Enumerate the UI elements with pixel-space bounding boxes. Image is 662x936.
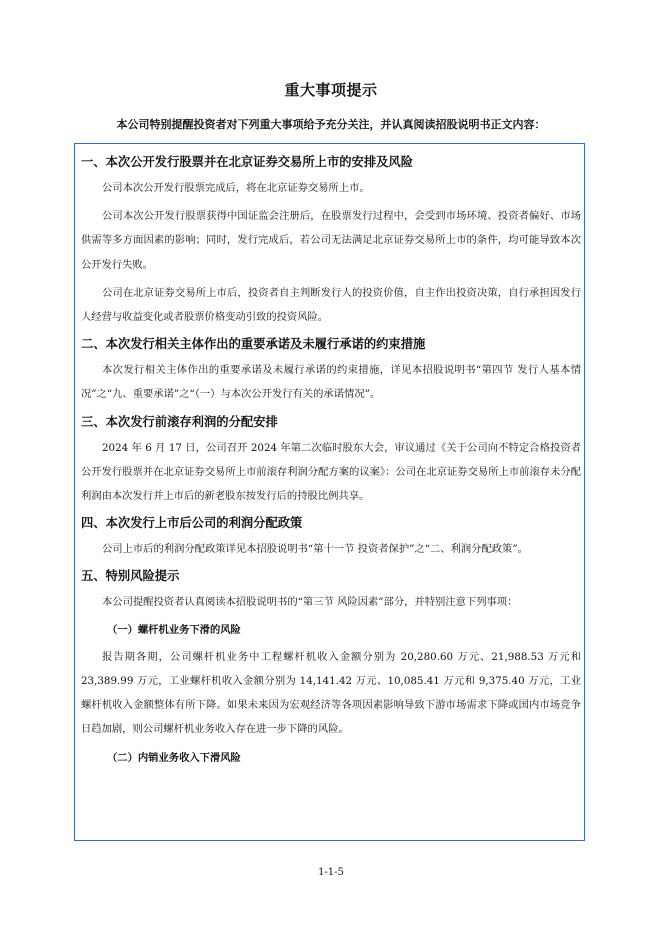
section-3-paragraph-1: 2024 年 6 月 17 日，公司召开 2024 年第二次临时股东大会，审议通过《关于公司向不特定合格投资者公开发行股票并在北京证券交易所上市前滚存利润分配方案的议案》：公司在北京证券交易所上市前滚存未分配利润由本次发行并上市后的新老股东按发行后的持股比例共享。	[81, 441, 581, 503]
section-1-paragraph-1: 公司本次公开发行股票完成后，将在北京证券交易所上市。	[102, 182, 370, 194]
section-2-heading: 二、本次发行相关主体作出的重要承诺及未履行承诺的约束措施	[81, 337, 426, 352]
section-2-paragraph-1: 本次发行相关主体作出的重要承诺及未履行承诺的约束措施，详见本招股说明书“第四节 发行人基本情况”之“九、重要承诺”之“（一）与本次公开发行有关的承诺情况”。	[81, 364, 581, 401]
risk-2-heading: （二）内销业务收入下滑风险	[107, 752, 241, 765]
risk-1-paragraph: 报告期各期，公司螺杆机业务中工程螺杆机收入金额分别为 20,280.60 万元、21,988.53 万元和 23,389.99 万元，工业螺杆机收入金额分别为 14,141.42 万元、10,085.41 万元和 9,375.40 万元，工业螺杆机收入金额整体有所下降。如果未来因为宏观经济等各项因素影响导致下游市场需求下降或国内市场竞争日趋加剧，则公司螺杆机业务收入存在进一步下降的风险。	[81, 650, 581, 736]
section-3-heading: 三、本次发行前滚存利润的分配安排	[81, 414, 278, 429]
section-5-intro: 本公司提醒投资者认真阅读本招股说明书的“第三节 风险因素”部分，并特别注意下列事项：	[102, 596, 518, 609]
highlight-box-content	[81, 150, 581, 767]
page-number: 1-1-5	[318, 867, 344, 878]
section-1-paragraph-3: 公司在北京证券交易所上市后，投资者自主判断发行人的投资价值，自主作出投资决策，自行承担因发行人经营与收益变化或者股票价格变动引致的投资风险。	[81, 286, 581, 324]
section-1-heading: 一、本次公开发行股票并在北京证券交易所上市的安排及风险	[81, 155, 414, 169]
investor-notice: 本公司特别提醒投资者对下列重大事项给予充分关注，并认真阅读招股说明书正文内容：	[116, 118, 546, 131]
risk-1-heading: （一）螺杆机业务下滑的风险	[107, 623, 241, 636]
page-title: 重大事项提示	[284, 81, 378, 99]
section-1-paragraph-2: 公司本次公开发行股票获得中国证监会注册后，在股票发行过程中，会受到市场环境、投资者偏好、市场供需等多方面因素的影响；同时，发行完成后，若公司无法满足北京证券交易所上市的条件，均可能导致本次公开发行失败。	[81, 210, 581, 271]
section-4-heading: 四、本次发行上市后公司的利润分配政策	[81, 516, 303, 531]
section-4-paragraph-1: 公司上市后的利润分配政策详见本招股说明书“第十一节 投资者保护”之“二、利润分配政策”。	[102, 543, 528, 556]
section-5-heading: 五、特别风险提示	[81, 569, 180, 584]
